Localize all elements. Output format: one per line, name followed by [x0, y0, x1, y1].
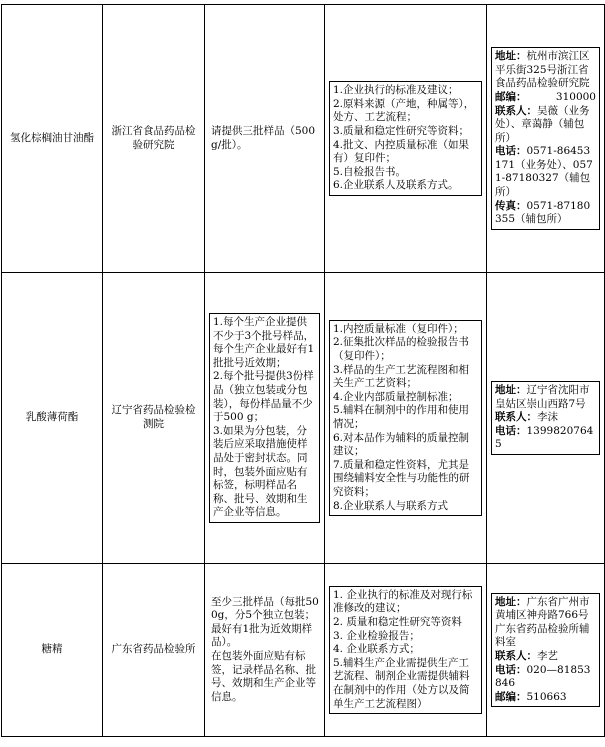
contact-info: [487, 5, 605, 273]
postcode-value: 310000: [555, 90, 596, 103]
phone-value: 0571-86453171（业务处）、0571-87180327（辅包所）: [495, 145, 593, 199]
phone-label: 电话：: [495, 424, 527, 437]
material-item: 8.企业联系人与联系方式: [333, 499, 449, 512]
sample-requirements: [205, 5, 325, 273]
material-item: 5.辅料在制剂中的作用和使用情况；: [333, 404, 470, 430]
address-label: 地址：: [495, 384, 527, 397]
materials-required: [325, 5, 487, 273]
material-item: 3.样品的生产工艺流程图和相关生产工艺资料；: [333, 363, 470, 390]
material-item: 6.企业联系人及联系方式。: [333, 179, 459, 192]
testing-institute: 广东省药品检验所: [103, 564, 205, 737]
person-value: 李艺: [537, 650, 558, 662]
phone-value: 020—81853846: [495, 663, 591, 690]
address-value: 辽宁省沈阳市皇姑区崇山西路7号: [495, 384, 590, 410]
phone-label: 电话：: [495, 663, 527, 676]
table-row: [2, 564, 605, 737]
sample-requirements: [205, 564, 325, 737]
material-item: 2.征集批次样品的检验报告书（复印件）；: [333, 336, 470, 363]
person-value: 李沫: [537, 411, 558, 424]
address-value: 广东省广州市黄埔区神舟路766号广东省药品检验所辅料室: [495, 595, 590, 649]
material-item: 1. 企业执行的标准及对现行标准修改的建议；: [333, 588, 473, 615]
material-item: 1.内控质量标准（复印件）；: [333, 322, 464, 335]
material-item: 4.企业内部质量控制标准；: [333, 390, 459, 403]
postcode-value: 510663: [526, 690, 567, 703]
fax-label: 传真：: [495, 199, 527, 212]
phone-value: 13998207645: [495, 424, 594, 451]
materials-required: [325, 273, 487, 564]
excipient-name: 糖精: [2, 564, 103, 737]
sample-line: 在包装外面应贴有标签，记录样品名称、批号、效期和生产企业等信息。: [211, 650, 316, 703]
testing-institute: 浙江省食品药品检验研究院: [103, 5, 205, 273]
material-item: 4. 企业联系方式；: [333, 643, 420, 656]
material-item: 4.批文、内控质量标准（如果有）复印件；: [333, 138, 470, 165]
material-item: 2.原料来源（产地，种属等），处方、工艺流程；: [333, 97, 475, 124]
sample-requirements: [205, 273, 325, 564]
testing-institute: 辽宁省药品检验检测院: [103, 273, 205, 564]
contact-info: [487, 564, 605, 737]
excipient-name: 氢化棕榈油甘油酯: [2, 5, 103, 273]
phone-label: 电话：: [495, 145, 527, 158]
sample-collection-table: [1, 4, 605, 737]
material-item: 7.质量和稳定性资料，尤其是围绕辅料安全性与功能性的研究资料；: [333, 458, 470, 498]
table-row: [2, 273, 605, 564]
material-item: 1.企业执行的标准及建议；: [333, 84, 459, 97]
material-item: 2. 质量和稳定性研究等资料: [333, 616, 462, 629]
postcode-label: 邮编：: [495, 90, 527, 103]
materials-required: [325, 564, 487, 737]
sample-line: 1.每个生产企业提供不少于3个批号样品，每个生产企业最好有1批批号近效期；: [213, 316, 315, 369]
sample-line: 2.每个批号提供3份样品（独立包装或分包装），每份样品量不少于500 g；: [213, 370, 314, 424]
address-label: 地址：: [495, 50, 527, 63]
sample-line: 至少三批样品（每批500g，分5个独立包装；最好有1批为近效期样品）。: [211, 595, 319, 649]
material-item: 5.辅料生产企业需提供生产工艺流程、制剂企业需提供辅料在制剂中的作用（处方以及简单生产工艺流程图）: [333, 656, 470, 710]
material-item: 3. 企业检验报告；: [333, 629, 420, 642]
sample-line: 请提供三批样品（500g/批）。: [211, 124, 316, 151]
contact-info: [487, 273, 605, 564]
person-label: 联系人：: [495, 650, 537, 662]
material-item: 5.自检报告书。: [333, 165, 407, 178]
material-item: 3.质量和稳定性研究等资料；: [333, 124, 470, 137]
address-label: 地址：: [495, 595, 527, 608]
material-item: 6.对本品作为辅料的质量控制建议；: [333, 431, 470, 458]
person-value: 吴薇（业务处）、章蔼静（辅包所）: [495, 104, 590, 144]
fax-value: 0571-87180355（辅包所）: [495, 199, 591, 226]
sample-line: 3.如果为分包装，分装后应采取措施使样品处于密封状态。同时，包装外面应贴有标签，标明样品名称、批号、效期和生产企业等信息。: [213, 424, 308, 519]
table-row: [2, 5, 605, 273]
postcode-label: 邮编：: [495, 690, 527, 703]
person-label: 联系人：: [495, 411, 537, 424]
excipient-name: 乳酸薄荷酯: [2, 273, 103, 564]
address-value: 杭州市滨江区平乐街325号浙江省食品药品检验研究院: [495, 50, 590, 90]
person-label: 联系人：: [495, 104, 537, 117]
